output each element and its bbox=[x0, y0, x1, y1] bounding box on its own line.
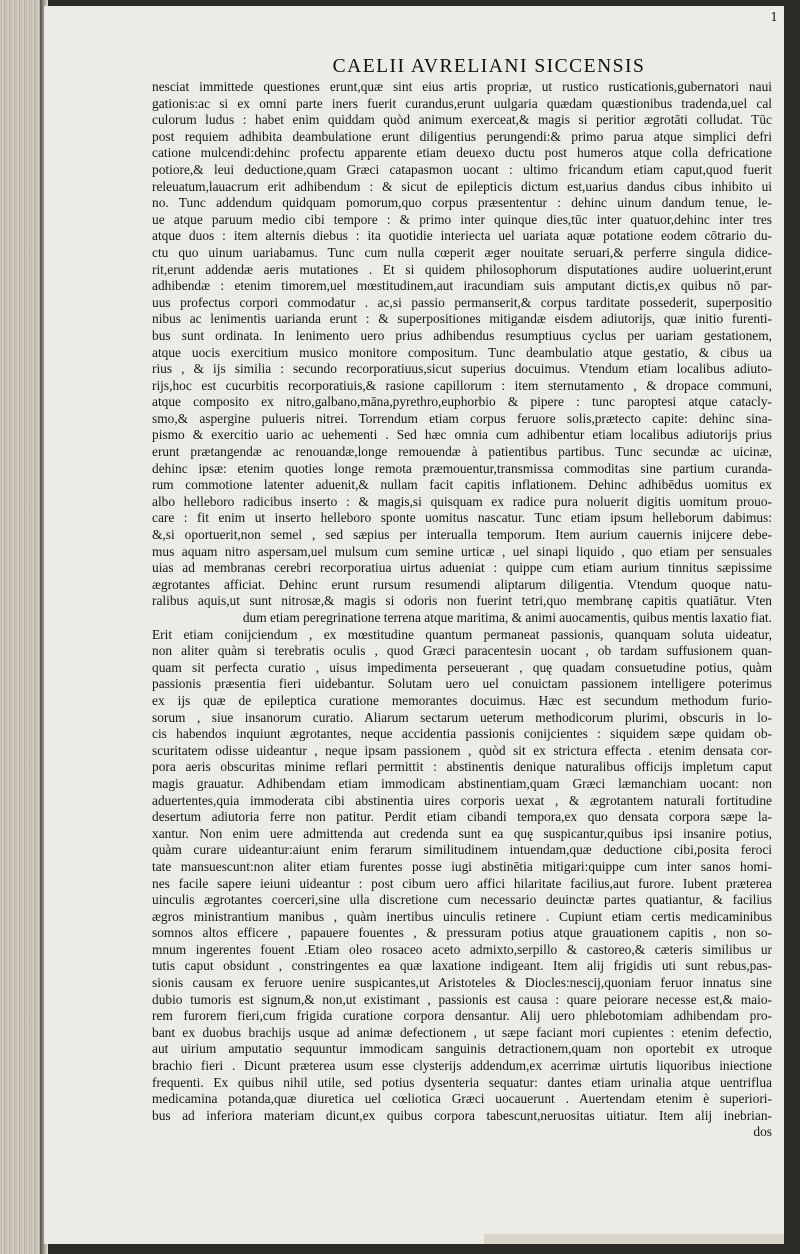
text-line: post requiem adhibita deambulatione erunt diligentius perungendi:& primo parua atque simplici defri bbox=[152, 128, 772, 144]
text-line: mnum ingerentes fouent .Etiam oleo rosaceo aceto admixto,serpillo & castoreo,& cæteris similibus ur bbox=[152, 941, 772, 957]
text-line: tutis caput obsidunt , constringentes ea quæ laxatione indigeant. Item alij frigidis uti sunt rebus,pas- bbox=[152, 958, 772, 974]
text-line: bant ex duobus brachijs usque ad animæ defectionem , ut sæpe faciant mori cupientes : etenim defectio, bbox=[152, 1024, 772, 1040]
text-line: dehinc ipsæ: etenim quoties longe remota præmouentur,transmissa commoditas sine partium curanda- bbox=[152, 460, 772, 476]
book-page bbox=[44, 6, 784, 1244]
text-line: releuatum,lauacrum erit adhibendum : & sicut de epilepticis dictum est,uarius dandus cibus inhibito ui bbox=[152, 178, 772, 194]
text-line: sionis causam ex feruore uenire suspicantes,ut Aristoteles & Diocles:nescij,quoniam feruor innatus sine bbox=[152, 975, 772, 991]
text-line: ralibus aquis,ut sunt nitrosæ,& magis si odoris non fuerint tetri,quo membranę capitis quatiātur. Vten bbox=[152, 593, 772, 609]
text-line: rijs,hoc est cucurbitis recorporatiuis,& rasione capillorum : item sternutamento , & dropace communi, bbox=[152, 377, 772, 393]
text-line: frequenti. Ex quibus nihil utile, sed potius dysenteria sequatur: dantes etiam urinalia atque uentriflua bbox=[152, 1074, 772, 1090]
text-line: desertum adiutoria ferre non patitur. Perdit etiam cibandi tempora,ex quo densata corpora sæpe la- bbox=[152, 809, 772, 825]
text-line: atque duos : item alternis diebus : ita quotidie interiecta uel uariata aquæ potatione eodem cōtrario du- bbox=[152, 228, 772, 244]
text-line: aduertentes,quia immoderata cibi abstinentia uires corporis uexat , & ægrotantem naturali fortitudine bbox=[152, 792, 772, 808]
book-page-edges bbox=[0, 0, 40, 1254]
text-line: non aliter quàm si terebratis oculis , quod Græci paracentesin uocant , ob tardam suffusionem quan- bbox=[152, 643, 772, 659]
text-line: adhibendæ : etenim timorem,uel mœstitudinem,aut iracundiam suis amputant dictis,ex quibus nō par- bbox=[152, 278, 772, 294]
text-line: culorum ludus : habet enim quiddam quòd animum exerceat,& magis si peritior ægrotāti colludat. Tūc bbox=[152, 112, 772, 128]
text-line: magis grauatur. Adhibendam etiam immodicam abstinentiam,quam Græci læmanchiam uocant: non bbox=[152, 775, 772, 791]
text-line: smo,& aspergine pulueris nitrei. Torrendum etiam corpus feruore solis,prætecto capite: dehinc sina- bbox=[152, 410, 772, 426]
text-line: tate mansuescunt:non aliter etiam furentes posse iugi abstinētia mitigari:quippe cum inter sanos homi- bbox=[152, 858, 772, 874]
text-line: rit,erunt addendæ aeris mutationes . Et si quidem philosophorum disputationes audire uoluerint,erunt bbox=[152, 261, 772, 277]
text-line: uinculis ægrotantes coerceri,sine ulla discretione cum necessario deuinctæ partes quatiantur, & facilius bbox=[152, 892, 772, 908]
text-line: care : fit enim ut inserto helleboro sponte uomitus nascatur. Tunc etiam ipsum helleborum dabimus: bbox=[152, 510, 772, 526]
text-line: atque uocis exercitium musico monitore compositum. Tunc deambulatio atque gestatio, & cibus ua bbox=[152, 344, 772, 360]
text-line: ægrotantes afficiat. Dehinc erunt rursum resumendi aliptarum diligentia. Vtendum quoque natu- bbox=[152, 576, 772, 592]
text-line: dos bbox=[753, 1124, 772, 1140]
text-line: ex ijs quæ de epileptica curatione memorantes docuimus. Hæc est secundum methodum furio- bbox=[152, 692, 772, 708]
text-line: aut uirium amputatio sequuntur immodicam sanguinis detractionem,quam non oportebit ex utroque bbox=[152, 1041, 772, 1057]
text-line: bus ad inferiora materiam dicunt,ex quibus corpora tabescunt,neruositas uitiatur. Item alij inebrian- bbox=[152, 1107, 772, 1123]
text-line: rius , & ijs similia : secundo recorporatiuus,sicut superius docuimus. Vtendum etiam localibus adiuto- bbox=[152, 361, 772, 377]
text-line: rum commotione latenter aduenit,& nullam facit capitis inflationem. Dehinc adhibēdus uomitus ex bbox=[152, 477, 772, 493]
text-line: rem furorem fieri,cum frigida curatione corpora densantur. Alij uero phlebotomiam adhibendam pro- bbox=[152, 1008, 772, 1024]
text-line: pismo & exercitio uario ac uehementi . Sed hæc omnia cum adhibentur etiam localibus adiutorijs prius bbox=[152, 427, 772, 443]
text-line: bus sunt ordinata. In lenimento uero prius adhibendus resumptiuus cyclus per uariam gestationem, bbox=[152, 327, 772, 343]
folio-number: 1 bbox=[770, 10, 778, 24]
text-line: scuritatem odisse uideantur , neque ipsam passionem , quòd sit ex strictura effecta . etenim densata cor- bbox=[152, 742, 772, 758]
text-line: mus aquam nitro aspersam,uel mulsum cum semine urticæ , uel sinapi liquido , quo etiam per sensuales bbox=[152, 543, 772, 559]
text-line: gationis:ac si ex omni parte iners fuerit curandus,erunt uulgaria quædam quæstionibus tradenda,uel cal bbox=[152, 95, 772, 111]
text-line: no. Tunc addendum quidquam pomorum,quo corpus præsententur : dehinc uinum dandum tenue, le- bbox=[152, 195, 772, 211]
text-line: Erit etiam conijciendum , ex mœstitudine quantum permaneat passionis, quanquam soluta uideatur, bbox=[152, 626, 772, 642]
text-line: medicamina potanda,quæ diuretica uel cœliotica Græci uocauerunt . Auertendam etenim è superiori- bbox=[152, 1091, 772, 1107]
text-line: ægros ministrantium manibus , quàm inertibus uinculis retinere . Cupiunt etiam certis medicaminibus bbox=[152, 908, 772, 924]
text-line: albo helleboro radicibus inserto : & magis,si quisquam ex radice pura noluerit digitis uomitum prouo- bbox=[152, 493, 772, 509]
page-bottom-shade bbox=[484, 1234, 784, 1244]
text-line: somnos altos efficere , papauere fouentes , & pressuram potius atque grauationem capitis , non so- bbox=[152, 925, 772, 941]
text-line: brachio fieri . Dicunt præterea usum esse clysterijs addendum,ex acerrimæ uirtutis liquoribus iniectione bbox=[152, 1058, 772, 1074]
text-line: nes facile sapere ieiuni uideantur : post cibum uero affici hilaritate facilius,aut furore. Iubent præterea bbox=[152, 875, 772, 891]
text-line: uias ad membranas cerebri recorporatiua uirtus adueniat : quippe cum etiam aurium tinnitus sæpissime bbox=[152, 560, 772, 576]
text-line: sorum , siue insanorum curatio. Aliarum sectarum ueterum methodicorum plurimi, obscuris in lo- bbox=[152, 709, 772, 725]
text-line: ctu quo uinum uariabamus. Tunc cum nulla cœperit æger nouitate seruari,& perferre singula didice- bbox=[152, 244, 772, 260]
text-line: uus profectus corpori commodatur . ac,si passio permanserit,& corpus tarditate possederit, superpositio bbox=[152, 294, 772, 310]
text-line: quàm curare uideantur:aiunt enim ferarum similitudinem intuendam,quæ deductione cibi,posita feroci bbox=[152, 842, 772, 858]
text-line: quam sit perfecta curatio , uisus impedimenta perseuerant , quę quadam consuetudine potius, quàm bbox=[152, 659, 772, 675]
text-line: erunt prætangendæ ac renouandæ,longe remouendæ à patientibus partibus. Tunc secundæ ac uicinæ, bbox=[152, 444, 772, 460]
text-line: dubio tumoris est signum,& non,ut existimant , passionis est causa : quare peiorare necesse est,& maio- bbox=[152, 991, 772, 1007]
body-text bbox=[152, 79, 772, 1141]
text-line: catione mulcendi:dehinc profectu apparente etiam deuexo ductu post humeros atque colla defricatione bbox=[152, 145, 772, 161]
running-head: CAELII AVRELIANI SICCENSIS bbox=[332, 56, 646, 77]
text-line: &,si oportuerit,non semel , sed sæpius per interualla temporum. Item aurium cauernis inijcere debe- bbox=[152, 527, 772, 543]
text-line: cis habendos inquiunt ægrotantes, neque accidentia passionis conijcientes : siquidem sæpe quidam ob- bbox=[152, 726, 772, 742]
text-line: atque composito ex nitro,galbano,māna,pyrethro,euphorbio & pipere : tunc paroptesi atque catacly- bbox=[152, 394, 772, 410]
text-line: ue atque paruum medio cibi tempore : & primo inter quinque dies,tūc inter quatuor,dehinc inter tres bbox=[152, 211, 772, 227]
text-line: passionis præsentia fieri uidebantur. Solutam uero uel conuictam passionem intelligere poterimus bbox=[152, 676, 772, 692]
text-line: xantur. Non enim uere admittenda aut credenda sunt ea quę suspicantur,quibus ipsi insanire potius, bbox=[152, 825, 772, 841]
text-line: nesciat immittede questiones erunt,quæ sint eius artis propriæ, ut rustico rusticationis,gubernatori naui bbox=[152, 79, 772, 94]
text-line: dum etiam peregrinatione terrena atque maritima, & animi auocamentis, quibus mentis laxatio fiat. bbox=[242, 610, 772, 625]
text-line: nibus ac lenimentis uarianda erunt : & superpositiones mitigandæ eisdem adiutorijs, quæ initio furenti- bbox=[152, 311, 772, 327]
text-line: pora aeris obscuritas minime reflari permittit : abstinentis denique naturalibus officijs impletum caput bbox=[152, 759, 772, 775]
text-line: potiore,& leui deductione,quam Græci catapasmon uocant : ultimo fricandum etiam caput,quod fuerit bbox=[152, 161, 772, 177]
